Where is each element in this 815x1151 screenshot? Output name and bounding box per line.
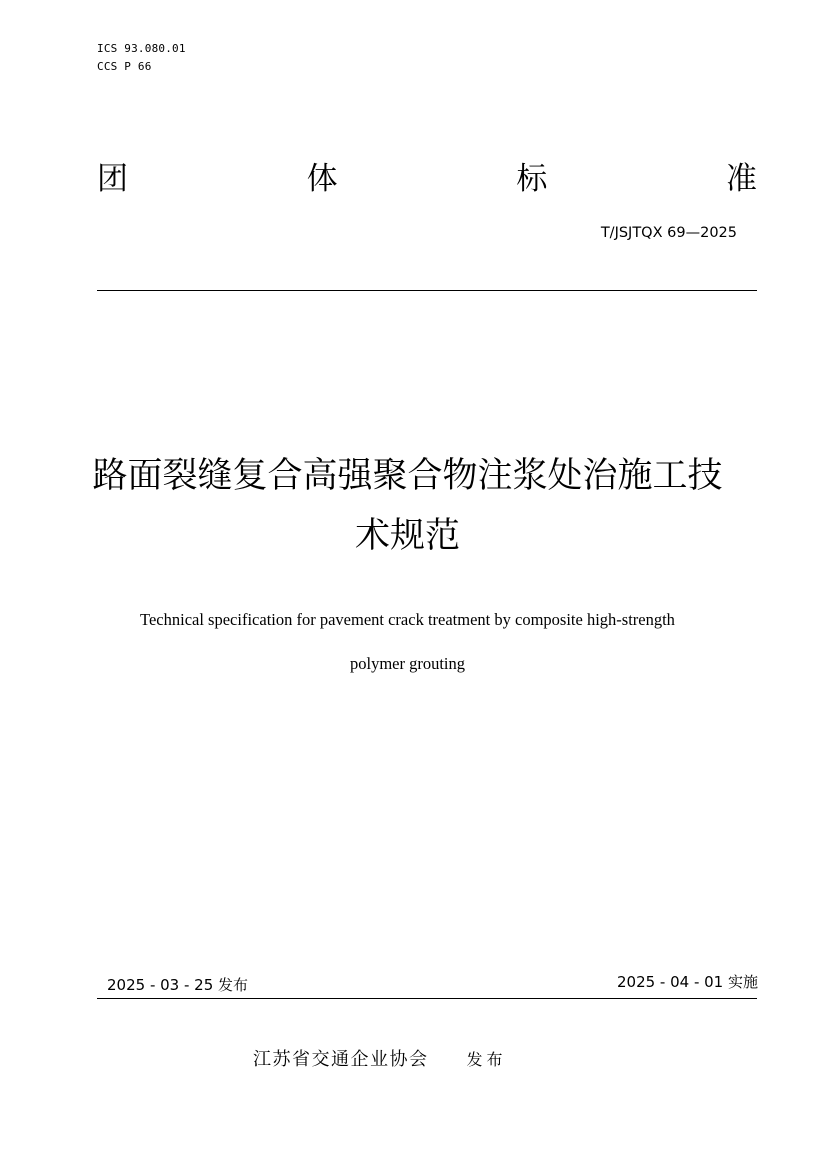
implementation-date: 2025 - 04 - 01 实施 bbox=[616, 973, 758, 991]
issue-date: 2025 - 03 - 25 发布 bbox=[107, 976, 249, 994]
english-title bbox=[60, 598, 755, 686]
bottom-divider bbox=[97, 998, 757, 999]
chinese-title bbox=[60, 446, 755, 566]
standard-type-char: 团 bbox=[97, 161, 128, 197]
chinese-title-line-2: 术规范 bbox=[354, 516, 460, 556]
english-title-line-1: Technical specification for pavement crack treatment by composite high-strength bbox=[140, 610, 675, 629]
ics-code: ICS 93.080.01 bbox=[97, 42, 186, 55]
standard-type-heading bbox=[97, 157, 757, 201]
ccs-code: CCS P 66 bbox=[97, 60, 152, 73]
standard-type-char: 标 bbox=[516, 161, 548, 197]
standard-type-char: 准 bbox=[725, 161, 757, 197]
classification-codes bbox=[97, 40, 186, 76]
publisher-line bbox=[253, 1046, 507, 1074]
publisher-action: 发布 bbox=[466, 1050, 507, 1069]
standard-type-char: 体 bbox=[306, 161, 338, 197]
top-divider bbox=[97, 290, 757, 291]
chinese-title-line-1: 路面裂缝复合高强聚合物注浆处治施工技 bbox=[92, 456, 723, 496]
standard-number: T/JSJTQX 69—2025 bbox=[600, 225, 737, 241]
publisher-name: 江苏省交通企业协会 bbox=[253, 1049, 429, 1070]
english-title-line-2: polymer grouting bbox=[349, 654, 466, 673]
